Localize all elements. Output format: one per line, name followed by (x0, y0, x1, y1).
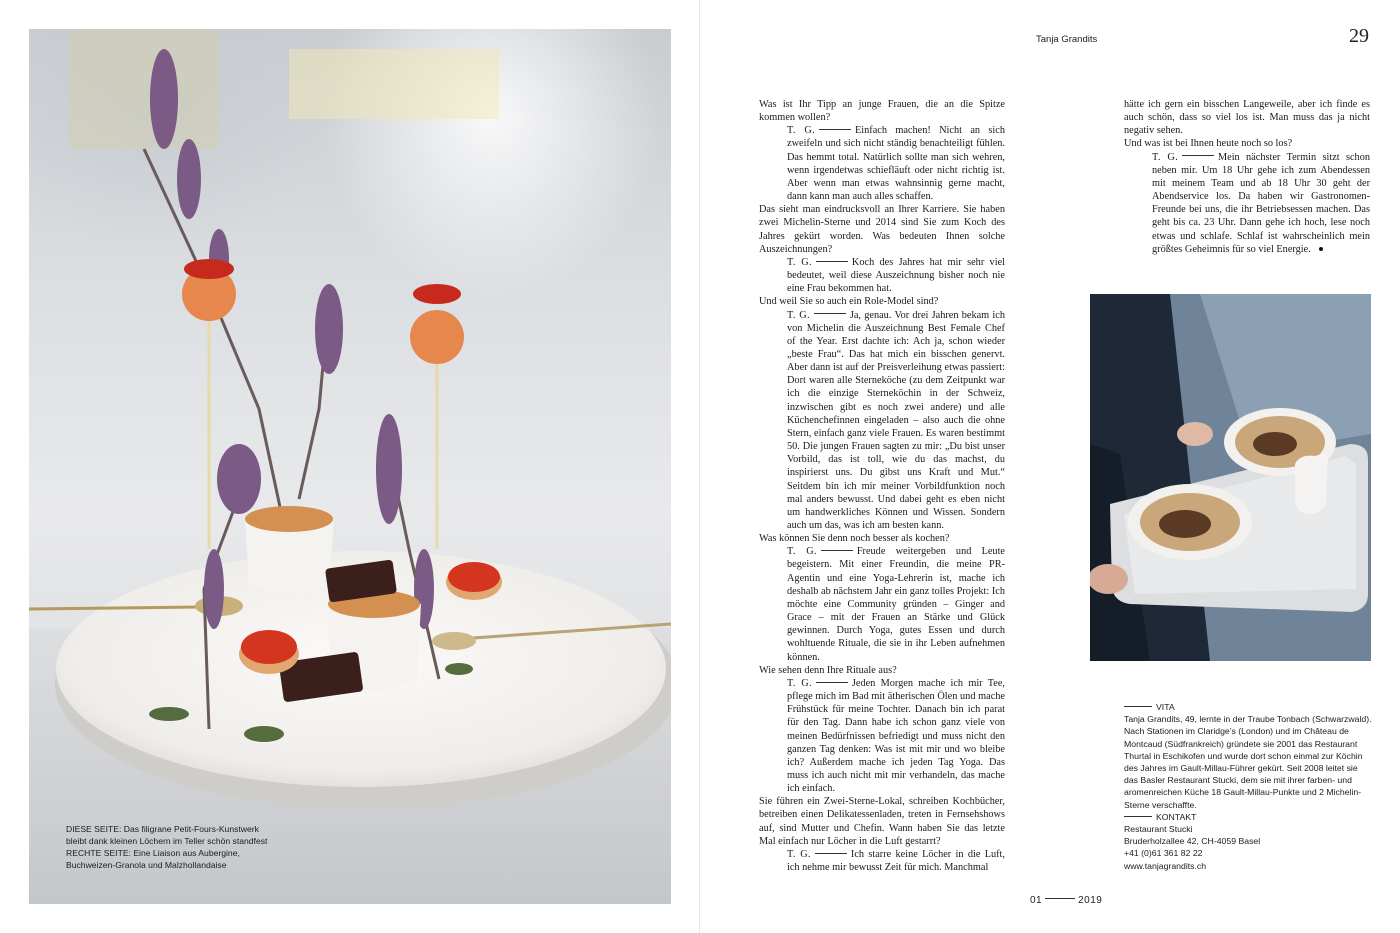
question-paragraph: Das sieht man eindrucksvoll an Ihrer Karriere. Sie haben zwei Michelin-Sterne und 2014 sind Sie zum Koch des Jahres gekürt worden. Was bedeuten Ihnen solche Auszeichnungen? (759, 204, 1005, 255)
vita-heading-row (1124, 701, 1374, 713)
interview-column-2 (1124, 98, 1370, 256)
answer-text: Koch des Jahres hat mir sehr viel bedeutet, weil diese Auszeichnung bisher noch nie eine Frau bekommen hat. (787, 256, 1005, 295)
speaker-initials: T. G. (787, 677, 812, 689)
speaker-initials: T. G. (1152, 151, 1178, 163)
contact-line: Bruderholzallee 42, CH-4059 Basel (1124, 836, 1261, 847)
answer-text: Jeden Morgen mache ich mir Tee, pflege mich im Bad mit ätherischen Ölen und mache Frühstück für meine Tochter. Danach bin ich parat für den Tag. Dann habe ich schon ganz viele von meinen Bedürfnissen befriedigt und muss nicht den ganzen Tag denken: Was ist mit mir und wo bleibe ich? Außerdem mache ich jeden Tag Yoga. Das muss ich auch nicht mit mir verhandeln, das mache ich einfach. (787, 677, 1005, 795)
issue-number: 01 (1030, 895, 1043, 906)
answer-text: Freude weitergeben und Leute begeistern. Mit einer Freundin, die meine PR-Agentin und eine Yoga-Lehrerin ist, mache ich deshalb ab nächstem Jahr ein ganz tolles Projekt: Ich möchte eine Community gründen – Ginger and Grace – mit der Frauen an Stärke und Glück gewinnen. Durch Yoga, gutes Essen und durch wohltuende Rituale, die sie in ihr Leben aufnehmen können. (787, 546, 1006, 663)
rule-line (1124, 706, 1152, 707)
question-paragraph: Und weil Sie so auch ein Role-Model sind? (759, 296, 939, 308)
answer-text: Einfach machen! Nicht an sich zweifeln und sich nicht ständig benachteiligt fühlen. Das hemmt total. Natürlich sollte man sich wehren, wenn irgendetwas schiefläuft oder nicht richtig ist. Aber wenn man etwas wahnsinnig gerne macht, dann kann man auch alles schaffen. (787, 125, 1005, 203)
end-mark (1319, 247, 1323, 251)
photo-caption (66, 823, 326, 871)
answer-text: Ich starre keine Löcher in die Luft, ich nehme mir bewusst Zeit für mich. Manchmal (787, 848, 1005, 874)
contact-heading: KONTAKT (1156, 811, 1197, 822)
petit-fours-plate-photo (29, 29, 671, 904)
question-paragraph: Sie führen ein Zwei-Sterne-Lokal, schreiben Kochbücher, betreiben einen Delikatessenladen, treten in Fernsehshows auf, sind Mutter und Chefin. Wann haben Sie das letzte Mal einfach nur Löcher in die Luft gestarrt? (759, 796, 1005, 847)
caption-line: RECHTE SEITE: Eine Liaison aus Aubergine, (66, 848, 240, 858)
answer-paragraph (759, 256, 1005, 295)
rule-line (1045, 898, 1075, 899)
answer-paragraph (759, 848, 1005, 874)
question-paragraph: Und was ist bei Ihnen heute noch so los? (1124, 138, 1293, 150)
contact-link[interactable]: www.tanjagrandits.ch (1124, 860, 1207, 871)
answer-paragraph (759, 677, 1005, 795)
speaker-initials: T. G. (787, 848, 811, 860)
rule-line (819, 129, 851, 130)
answer-paragraph (759, 309, 1005, 533)
issue-year: 2019 (1078, 895, 1103, 906)
answer-text: Mein nächster Termin sitzt schon neben mir. Um 18 Uhr gehe ich zum Abendessen mit meinem Team und ab 18 Uhr 30 geht der Abendservice los. Da haben wir Gastronomen-Freunde bei uns, die ihr Betriebsessen machen. Das geht bis ca. 23 Uhr. Dann gehe ich hoch, lese noch etwas und schlafe. Schlaf ist wahrscheinlich mein größtes Geheimnis für so viel Energie. (1152, 151, 1371, 255)
contact-line: +41 (0)61 361 82 22 (1124, 848, 1203, 859)
contact-heading-row (1124, 811, 1374, 823)
rule-line (821, 550, 853, 551)
continued-paragraph: hätte ich gern ein bisschen Langeweile, aber ich finde es auch schön, dass so viel los ist. Man muss das ja nicht negativ sehen. (1124, 99, 1370, 137)
caption-line: DIESE SEITE: Das filigrane Petit-Fours-Kunstwerk (66, 824, 259, 834)
caption-line: bleibt dank kleinen Löchern im Teller schön standfest (66, 836, 268, 846)
spread-gutter (699, 0, 700, 933)
answer-paragraph (1124, 151, 1370, 256)
rule-line (815, 853, 847, 854)
speaker-initials: T. G. (787, 309, 810, 321)
caption-line: Buchweizen-Granola und Malzhollandaise (66, 860, 227, 870)
serving-tray-photo (1090, 294, 1371, 661)
page-number: 29 (1349, 25, 1369, 47)
answer-paragraph (759, 124, 1005, 203)
question-paragraph: Wie sehen denn Ihre Rituale aus? (759, 664, 897, 676)
petit-fours-illustration (29, 29, 671, 904)
speaker-initials: T. G. (787, 125, 815, 137)
rule-line (814, 313, 846, 314)
vita-text: Tanja Grandits, 49, lernte in der Traube Tonbach (Schwarzwald). Nach Stationen im Claridge’s (London) und im Château de Montcaud (Südfrankreich) gründete sie 2001 das Restaurant Thurtal in Eschikofen und wurde dort schon einmal zur Köchin des Jahres im Gault-Millau-Führer gekürt. Seit 2008 leitet sie das Basler Restaurant Stucki, dem sie mit ihrer farben- und aromenreichen Küche 18 Gault-Millau-Punkte und 2 Michelin-Sterne verschaffte. (1124, 714, 1372, 810)
speaker-initials: T. G. (787, 546, 817, 558)
vita-heading: VITA (1156, 702, 1175, 712)
issue-footer (1030, 895, 1102, 906)
speaker-initials: T. G. (787, 256, 812, 268)
vita-box (1124, 701, 1374, 872)
question-paragraph: Was können Sie denn noch besser als kochen? (759, 533, 950, 545)
answer-text: Ja, genau. Vor drei Jahren bekam ich von Michelin die Auszeichnung Best Female Chef of the Year. Erst dachte ich: Ach ja, schon wieder „beste Frau“. Das hat mich ein bisschen genervt. Aber dann ist auf der Preisverleihung etwas passiert: Dort waren alle Sterneköche (zu dem Zeitpunkt war ich die einzige Sterneköchin in der Schweiz, inzwischen gibt es noch zwei andere) und alle Küchenchefinnen eingeladen – also auch die ohne Stern, einfach ganz viele Frauen. Es waren bestimmt 50. Die jungen Frauen sagten zu mir: „Du bist unser Vorbild, das ist toll, wie du das machst, du inspirierst uns. Du gibst uns Kraft und Mut.“ Seitdem bin ich mir meiner Vorbildfunktion noch mal anders bewusst. Und dabei geht es eben nicht um handwerkliches Können und Wissen. Sondern auch um das, was ich am besten kann. (787, 309, 1006, 531)
contact-line: Restaurant Stucki (1124, 824, 1193, 835)
running-header: Tanja Grandits (1036, 34, 1098, 45)
interview-column-1 (759, 98, 1005, 874)
rule-line (816, 682, 848, 683)
rule-line (1182, 155, 1214, 156)
rule-line (816, 261, 848, 262)
answer-paragraph (759, 545, 1005, 663)
serving-tray-illustration (1090, 294, 1371, 661)
rule-line (1124, 816, 1152, 817)
question-paragraph: Was ist Ihr Tipp an junge Frauen, die an die Spitze kommen wollen? (759, 99, 1005, 124)
